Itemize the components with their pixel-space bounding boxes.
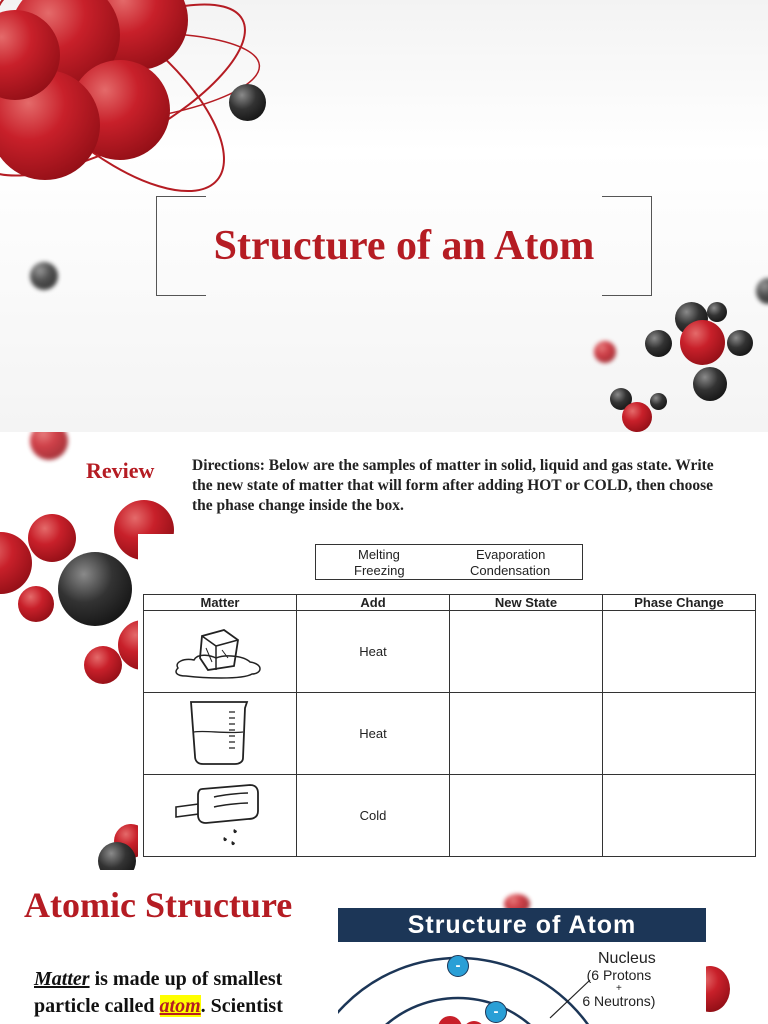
header-phase-change: Phase Change (603, 595, 756, 611)
matter-cell (144, 693, 297, 775)
molecule-atom (0, 532, 32, 594)
table-header-row (144, 595, 756, 611)
phase-change-cell[interactable] (603, 611, 756, 693)
phase-change-choice-box (315, 544, 583, 580)
choice-melting: Melting (358, 547, 400, 562)
atomic-structure-slide (0, 870, 768, 1024)
add-cell: Cold (297, 775, 450, 857)
nucleus-neutrons: 6 Neutrons) (582, 993, 656, 1009)
molecule-center (622, 402, 652, 432)
phase-change-table (143, 594, 756, 857)
header-matter: Matter (144, 595, 297, 611)
atomic-structure-heading: Atomic Structure (24, 885, 293, 925)
electron-sphere (30, 262, 58, 290)
nucleus-protons: (6 Protons (586, 967, 652, 983)
popsicle-icon (172, 779, 268, 849)
particle-sphere (594, 341, 616, 363)
table-row (144, 611, 756, 693)
add-cell: Heat (297, 693, 450, 775)
atom-diagram (338, 908, 706, 1024)
molecule-atom (707, 302, 727, 322)
atom-diagram-title: Structure of Atom (338, 908, 706, 942)
particle-sphere (30, 432, 68, 460)
review-heading: Review (86, 458, 155, 483)
nucleus-plus: + (615, 983, 622, 994)
electron-sphere (229, 84, 266, 121)
slide-title: Structure of an Atom (213, 223, 595, 269)
nucleus-label-title: Nucleus (598, 950, 656, 967)
title-slide (0, 0, 768, 432)
body-text-part: is made up of smallest particle called (34, 968, 283, 1017)
term-matter: Matter (34, 968, 90, 990)
header-add: Add (297, 595, 450, 611)
atomic-structure-body (34, 966, 324, 1020)
term-atom: atom (159, 995, 201, 1017)
phase-change-cell[interactable] (603, 775, 756, 857)
review-slide (0, 432, 768, 870)
molecule-center (58, 552, 132, 626)
directions-text: Directions: Below are the samples of matter in solid, liquid and gas state. Write the new state of matter that will form after adding HOT or COLD, then choose the phase change inside the box. (192, 457, 714, 514)
choice-evaporation: Evaporation (476, 547, 546, 562)
table-row (144, 775, 756, 857)
table-row (144, 693, 756, 775)
choice-freezing: Freezing (354, 563, 405, 578)
choice-condensation: Condensation (470, 563, 551, 578)
molecule-atom (84, 646, 122, 684)
molecule-center (680, 320, 725, 365)
electron-icon: - (447, 955, 469, 977)
molecule-atom (28, 514, 76, 562)
melting-ice-icon (172, 618, 268, 682)
header-new-state: New State (450, 595, 603, 611)
phase-change-cell[interactable] (603, 693, 756, 775)
new-state-cell[interactable] (450, 693, 603, 775)
molecule-atom (18, 586, 54, 622)
worksheet (138, 534, 763, 864)
new-state-cell[interactable] (450, 611, 603, 693)
molecule-atom (727, 330, 753, 356)
nucleus-label (582, 950, 656, 1010)
matter-cell (144, 775, 297, 857)
electron-icon: - (485, 1001, 507, 1023)
matter-cell (144, 611, 297, 693)
body-text-part: . Scientist (200, 995, 283, 1017)
beaker-icon (185, 698, 255, 766)
molecule-atom (693, 367, 727, 401)
molecule-atom (645, 330, 672, 357)
molecule-atom (650, 393, 667, 410)
add-cell: Heat (297, 611, 450, 693)
new-state-cell[interactable] (450, 775, 603, 857)
